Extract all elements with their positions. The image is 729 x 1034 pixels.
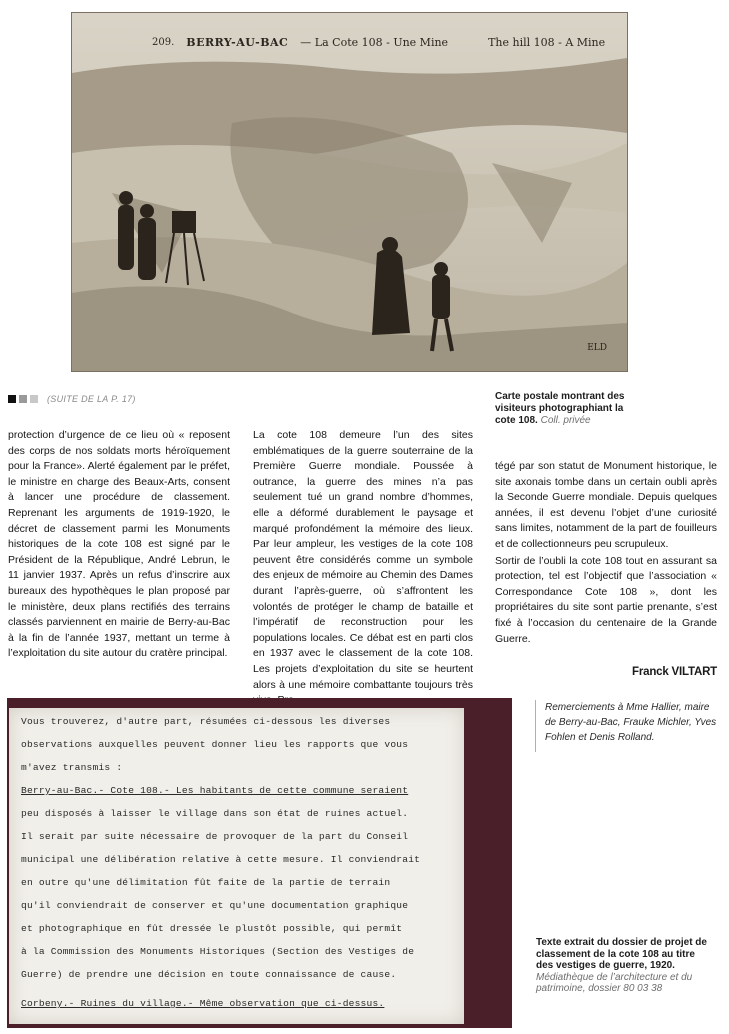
document-caption xyxy=(536,937,714,995)
document-line: Il serait par suite nécessaire de provoquer de la part du Conseil xyxy=(21,831,409,842)
photo-caption-credit: Coll. privée xyxy=(540,415,591,426)
document-panel xyxy=(7,698,512,1028)
postcard-place: BERRY-AU-BAC xyxy=(186,35,289,49)
article-column-3 xyxy=(495,459,717,648)
photo-caption-text: Carte postale montrant des visiteurs photographiant la cote 108. xyxy=(495,391,625,426)
document-line: Vous trouverez, d'autre part, résumées ci-dessous les diverses xyxy=(21,716,391,727)
document-line: et photographique en fût dressée le plustôt possible, qui permît xyxy=(21,923,403,934)
document-line: observations auxquelles peuvent donner lieu les rapports que vous xyxy=(21,739,409,750)
paragraph: tégé par son statut de Monument historique, le site axonais tombe dans un certain oubli après la Seconde Guerre mondiale. Depuis quelques années, il est devenu l’objet d’une curiosité sans limites, notamment de la part de fouilleurs et de collectionneurs peu scrupuleux. xyxy=(495,460,717,550)
document-line: qu'il conviendrait de conserver et qu'une documentation graphique xyxy=(21,900,409,911)
paragraph: Sortir de l’oubli la cote 108 tout en assurant sa protection, tel est l’objectif que l’association « Correspondance Cote 108 », dont les propriétaires du site sont partie prenante, s’est fixé à l’occasion du centenaire de la Grande Guerre. xyxy=(495,554,717,645)
paragraph: protection d’urgence de ce lieu où « reposent des corps de nos soldats morts héroïquement pour la France». Alerté également par le préfet, le ministre en charge des Beaux-Arts, consent à lancer une procédure de classement. Reprenant les arguments de 1919-1920, le décret de classement parmi les Monuments historiques de la cote 108 est signé par le Président de la République, André Lebrun, le 11 janvier 1937. Après un refus d’inscrire aux bureaux des hypothèques le plan proposé par le ministère, deux plans rectifiés des terrains classés parviennent en mairie de Berry-au-Bac à la fin de l’année 1937, mettant un terme à l’exploitation du site autour du cratère principal. xyxy=(8,429,230,660)
crater-landscape-illustration xyxy=(72,13,627,371)
postcard-title-fr: — La Cote 108 - Une Mine xyxy=(300,35,449,49)
photo-caption xyxy=(495,391,635,427)
postcard-title-en: The hill 108 - A Mine xyxy=(488,35,606,49)
article-column-1 xyxy=(8,428,230,663)
typed-document xyxy=(9,708,464,1024)
acknowledgements: Remerciements à Mme Hallier, maire de Berry-au-Bac, Frauke Michler, Yves Fohlen et Denis Rolland. xyxy=(545,702,717,743)
document-line: Guerre) de prendre une décision en toute connaissance de cause. xyxy=(21,969,397,980)
postcard-logo: ELD xyxy=(587,343,607,353)
continued-marker xyxy=(8,394,136,404)
continued-text: (SUITE DE LA P. 17) xyxy=(47,394,136,404)
marker-square-mid xyxy=(19,395,27,403)
document-line: Corbeny.- Ruines du village.- Même observation que ci-dessus. xyxy=(21,998,385,1009)
document-line: peu disposés à laisser le village dans son état de ruines actuel. xyxy=(21,808,409,819)
paragraph: La cote 108 demeure l’un des sites emblématiques de la guerre souterraine de la Première Guerre mondiale. Poussée à outrance, la guerre des mines n’a pas seulement tué un grand nombre d’hommes, elle a déformé durablement le paysage et marqué profondément la mémoire des lieux. Par leur ampleur, les vestiges de la cote 108 peuvent être considérés comme un symbole des enjeux de mémoire au Chemin des Dames durant l’après-guerre, où s’affrontent les volontés de protéger le champ de bataille et l’impératif de reconstruction pour les populations locales. Ce débat est en parti clos en 1937 avec le classement de la cote 108. Les projets d’exploitation du site se heurtent alors à une mémoire combattante toujours très xyxy=(253,429,473,691)
divider xyxy=(535,700,536,752)
postcard-photo xyxy=(71,12,628,372)
marker-square-light xyxy=(30,395,38,403)
document-line: à la Commission des Monuments Historiques (Section des Vestiges de xyxy=(21,946,415,957)
document-caption-source: Médiathèque de l’architecture et du patrimoine, dossier 80 03 38 xyxy=(536,971,693,994)
marker-square-dark xyxy=(8,395,16,403)
document-line: m'avez transmis : xyxy=(21,762,123,773)
document-line: en outre qu'une délimitation fût faite de la partie de terrain xyxy=(21,877,391,888)
postcard-number: 209. xyxy=(152,36,175,48)
author-name: Franck VILTART xyxy=(632,666,717,678)
document-line: municipal une délibération relative à cette mesure. Il conviendrait xyxy=(21,854,421,865)
article-column-2 xyxy=(253,428,473,710)
document-caption-text: Texte extrait du dossier de projet de classement de la cote 108 au titre des vestiges de guerre, 1920. xyxy=(536,937,707,971)
postcard-title xyxy=(152,31,622,53)
document-line: Berry-au-Bac.- Cote 108.- Les habitants de cette commune seraient xyxy=(21,785,409,796)
